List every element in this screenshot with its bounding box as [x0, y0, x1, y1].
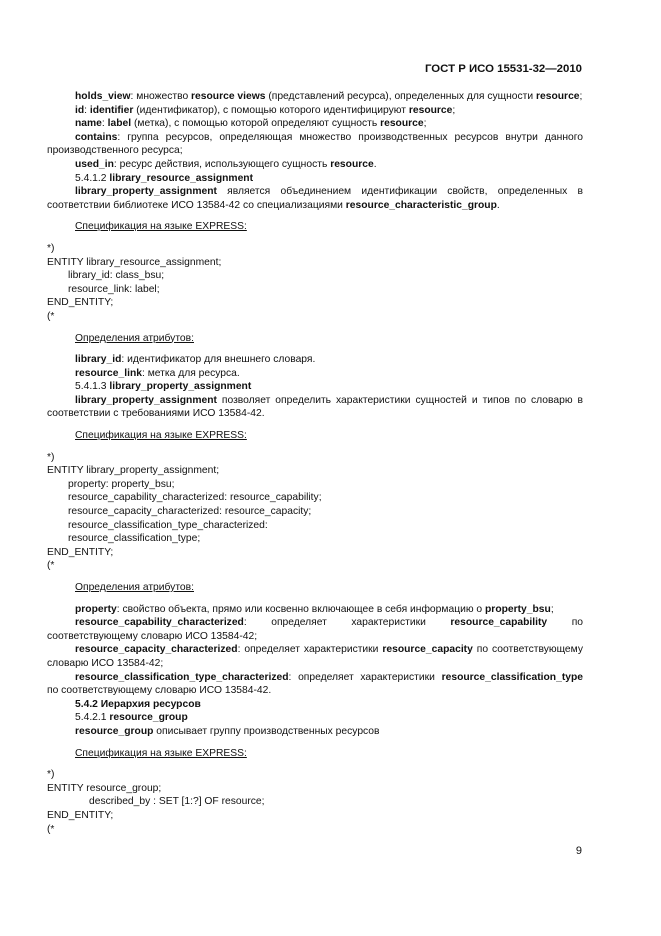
code-line: *)	[47, 769, 55, 781]
attr-classification: resource_classification_type_characterized: определяет характеристики resource_classification_type по соответствующему словарю ИСО 13584-42.	[47, 671, 583, 697]
code-line: (*	[47, 310, 55, 322]
code-line: library_id: class_bsu;	[68, 270, 165, 282]
section-desc-5413: library_property_assignment позволяет определить характеристики сущностей и типов по словарю в соответствии с требованиями ИСО 13584-42.	[47, 394, 583, 420]
attr-name: name: label (метка), с помощью которой определяют сущность resource;	[75, 118, 427, 130]
page-number: 9	[575, 845, 582, 857]
attr-def-label: Определения атрибутов:	[75, 582, 194, 593]
attr-resource-link: resource_link: метка для ресурса.	[75, 367, 240, 379]
code-line: ENTITY resource_group;	[47, 782, 162, 794]
spec-label: Спецификация на языке EXPRESS:	[75, 430, 247, 442]
attr-property: property: свойство объекта, прямо или косвенно включающее в себя информацию о property_bsu;	[75, 603, 554, 615]
attr-def-label: Определения атрибутов:	[75, 332, 194, 344]
section-desc-5421: resource_group описывает группу производственных ресурсов	[75, 725, 380, 737]
page-content	[47, 90, 583, 836]
code-line: (*	[47, 823, 55, 835]
attr-used-in: used_in: ресурс действия, использующего сущность resource.	[75, 158, 377, 170]
code-line: resource_link: label;	[68, 283, 160, 295]
code-line: ENTITY library_resource_assignment;	[47, 256, 222, 268]
code-line: END_ENTITY;	[47, 546, 114, 558]
spec-label: Спецификация на языке EXPRESS:	[75, 747, 247, 759]
attr-contains: contains: группа ресурсов, определяющая множество производственных ресурсов внутри данного производственного ресурса;	[47, 131, 583, 157]
section-heading-5421: 5.4.2.1 resource_group	[75, 712, 188, 724]
code-line: described_by : SET [1:?] OF resource;	[89, 796, 265, 808]
code-line: *)	[47, 242, 55, 254]
code-line: property: property_bsu;	[68, 478, 175, 490]
attr-capability: resource_capability_characterized: определяет характеристики resource_capability по соответствующему словарю ИСО 13584-42;	[47, 617, 583, 642]
attr-id: id: identifier (идентификатор), с помощью которого идентифицируют resource;	[75, 104, 456, 116]
code-line: resource_classification_type;	[68, 533, 201, 545]
code-line: resource_capacity_characterized: resource_capacity;	[68, 506, 312, 518]
attr-library-id: library_id: идентификатор для внешнего словаря.	[75, 354, 316, 366]
code-line: END_ENTITY;	[47, 809, 114, 821]
code-line: ENTITY library_property_assignment;	[47, 465, 220, 477]
section-desc-5412: library_property_assignment является объединением идентификации свойств, определенных в соответствии библиотеке ИСО 13584-42 со специализациями resource_characteristic_group.	[47, 186, 583, 211]
code-line: (*	[47, 560, 55, 572]
section-heading-5412: 5.4.1.2 library_resource_assignment	[75, 172, 254, 184]
section-heading-542: 5.4.2 Иерархия ресурсов	[75, 698, 201, 710]
code-line: resource_capability_characterized: resource_capability;	[68, 492, 322, 504]
attr-holds-view: holds_view: множество resource views (представлений ресурса), определенных для сущности resource;	[75, 91, 583, 102]
document-header: ГОСТ Р ИСО 15531-32—2010	[424, 63, 582, 75]
code-line: resource_classification_type_characterized:	[68, 519, 268, 531]
spec-label: Спецификация на языке EXPRESS:	[75, 221, 247, 233]
code-line: END_ENTITY;	[47, 297, 114, 309]
code-line: *)	[47, 451, 55, 463]
attr-capacity: resource_capacity_characterized: определяет характеристики resource_capacity по соответствующему словарю ИСО 13584-42;	[47, 644, 583, 669]
section-heading-5413: 5.4.1.3 library_property_assignment	[75, 381, 252, 393]
